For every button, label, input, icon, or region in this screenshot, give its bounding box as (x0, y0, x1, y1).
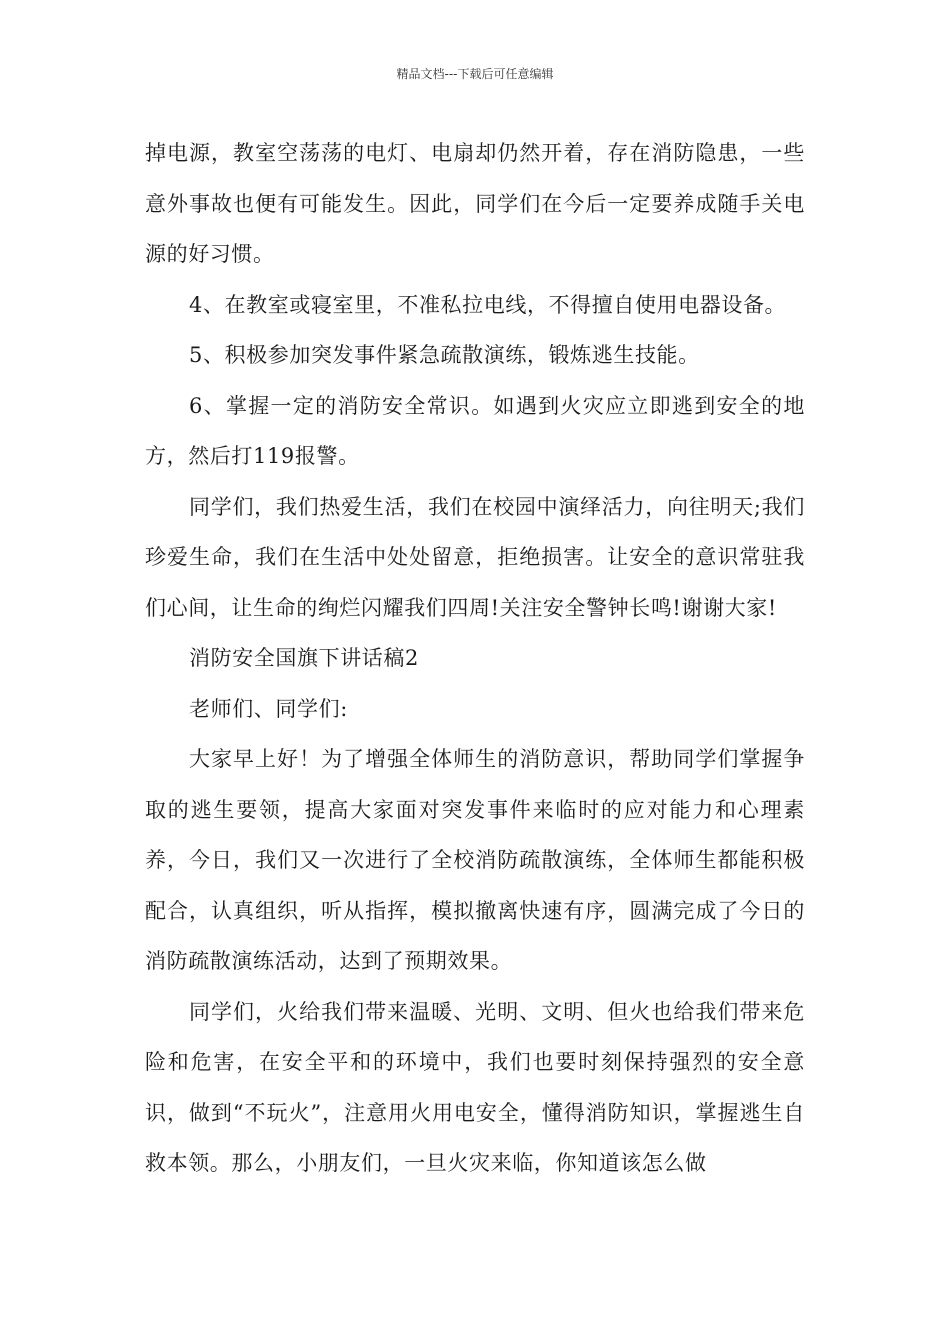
page-header-watermark: 精品文档---下载后可任意编辑 (396, 67, 554, 81)
salutation: 老师们、同学们: (189, 696, 348, 721)
paragraph-2: 4、在教室或寝室里，不准私拉电线，不得擅自使用电器设备。 (189, 292, 787, 317)
paragraph-1: 掉电源，教室空荡荡的电灯、电扇却仍然开着，存在消防隐患，一些意外事故也便有可能发生。因此，同学们在今后一定要养成随手关电源的好习惯。 (145, 141, 805, 266)
document-body (145, 128, 805, 1189)
paragraph-7: 同学们，火给我们带来温暖、光明、文明、但火也给我们带来危险和危害，在安全平和的环境中，我们也要时刻保持强烈的安全意识，做到“不玩火”，注意用火用电安全，懂得消防知识，掌握逃生自救本领。那么，小朋友们，一旦火灾来临，你知道该怎么做 (145, 999, 805, 1175)
section-title: 消防安全国旗下讲话稿2 (189, 646, 419, 670)
paragraph-6: 大家早上好！为了增强全体师生的消防意识，帮助同学们掌握争取的逃生要领，提高大家面对突发事件来临时的应对能力和心理素养，今日，我们又一次进行了全校消防疏散演练，全体师生都能积极配合，认真组织，听从指挥，模拟撤离快速有序，圆满完成了今日的消防疏散演练活动，达到了预期效果。 (145, 747, 805, 973)
paragraph-4: 6、掌握一定的消防安全常识。如遇到火灾应立即逃到安全的地方，然后打119报警。 (145, 393, 805, 468)
paragraph-5: 同学们，我们热爱生活，我们在校园中演绎活力，向往明天;我们珍爱生命，我们在生活中处处留意，拒绝损害。让安全的意识常驻我们心间，让生命的绚烂闪耀我们四周!关注安全警钟长鸣!谢谢大家! (145, 494, 805, 620)
paragraph-3: 5、积极参加突发事件紧急疏散演练，锻炼逃生技能。 (189, 343, 700, 367)
